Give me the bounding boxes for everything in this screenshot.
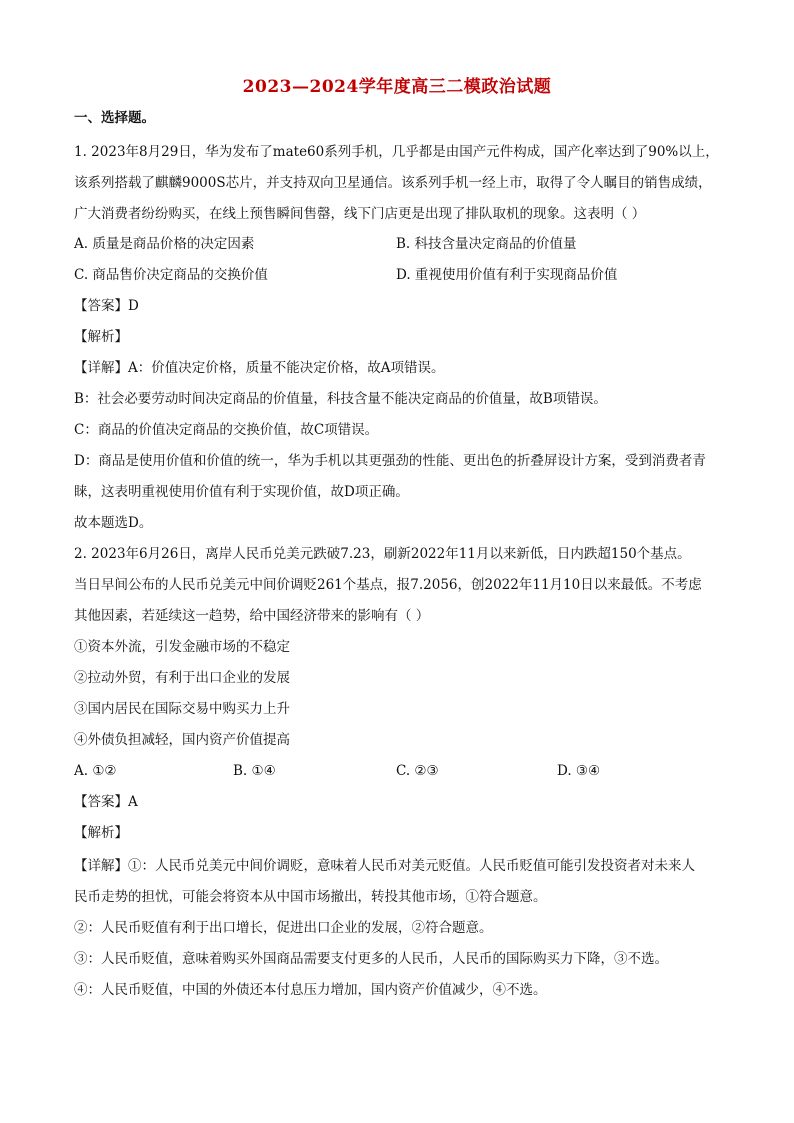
- q2-option-a: A. ①②: [74, 763, 117, 779]
- q2-item-3: ③国内居民在国际交易中购买力上升: [74, 701, 290, 717]
- q2-option-c: C. ②③: [396, 763, 439, 779]
- q2-analysis-line-1: 【详解】①：人民币兑美元中间价调贬，意味着人民币对美元贬值。人民币贬值可能引发投资者对未来人: [74, 858, 695, 874]
- q1-analysis-line-6: 故本题选D。: [74, 515, 153, 531]
- q1-analysis-label: 【解析】: [74, 329, 128, 345]
- q2-analysis-line-4: ③：人民币贬值，意味着购买外国商品需要支付更多的人民币，人民币的国际购买力下降，③不选。: [74, 951, 668, 967]
- q1-answer: 【答案】D: [74, 298, 139, 314]
- q1-stem-line-2: 该系列搭载了麒麟9000S芯片，并支持双向卫星通信。该系列手机一经上市，取得了令人瞩目的销售成绩，: [74, 175, 712, 191]
- q2-analysis-line-2: 民币走势的担忧，可能会将资本从中国市场撤出，转投其他市场，①符合题意。: [74, 889, 547, 905]
- page-title: 2023—2024学年度高三二模政治试题: [242, 77, 552, 97]
- q1-stem-line-3: 广大消费者纷纷购买，在线上预售瞬间售罄，线下门店更是出现了排队取机的现象。这表明（ ）: [74, 206, 646, 222]
- q2-item-2: ②拉动外贸，有利于出口企业的发展: [74, 670, 290, 686]
- q2-analysis-line-3: ②：人民币贬值有利于出口增长，促进出口企业的发展，②符合题意。: [74, 920, 493, 936]
- q1-option-a: A. 质量是商品价格的决定因素: [74, 236, 255, 252]
- q2-option-b: B. ①④: [233, 763, 276, 779]
- q1-analysis-line-2: B：社会必要劳动时间决定商品的价值量，科技含量不能决定商品的价值量，故B项错误。: [74, 391, 607, 407]
- q2-stem-line-3: 其他因素，若延续这一趋势，给中国经济带来的影响有（ ）: [74, 608, 430, 624]
- q1-analysis-line-5: 睐，这表明重视使用价值有利于实现价值，故D项正确。: [74, 484, 409, 500]
- q1-stem-line-1: 1. 2023年8月29日，华为发布了mate60系列手机，几乎都是由国产元件构成，国产化率达到了90%以上，: [74, 144, 719, 160]
- q1-analysis-line-1: 【详解】A：价值决定价格，质量不能决定价格，故A项错误。: [74, 360, 445, 376]
- q1-option-d: D. 重视使用价值有利于实现商品价值: [396, 267, 618, 283]
- q1-option-b: B. 科技含量决定商品的价值量: [396, 236, 577, 252]
- q1-analysis-line-4: D：商品是使用价值和价值的统一，华为手机以其更强劲的性能、更出色的折叠屏设计方案，受到消费者青: [74, 453, 706, 469]
- q2-analysis-line-5: ④：人民币贬值，中国的外债还本付息压力增加，国内资产价值减少，④不选。: [74, 982, 547, 998]
- section-heading: 一、选择题。: [74, 110, 155, 126]
- q2-item-1: ①资本外流，引发金融市场的不稳定: [74, 639, 290, 655]
- q1-analysis-line-3: C：商品的价值决定商品的交换价值，故C项错误。: [74, 422, 379, 438]
- q2-stem-line-2: 当日早间公布的人民币兑美元中间价调贬261个基点，报7.2056，创2022年11月10日以来最低。不考虑: [74, 577, 702, 593]
- q1-option-c: C. 商品售价决定商品的交换价值: [74, 267, 268, 283]
- q2-analysis-label: 【解析】: [74, 825, 128, 841]
- q2-stem-line-1: 2. 2023年6月26日，离岸人民币兑美元跌破7.23，刷新2022年11月以来新低，日内跌超150个基点。: [74, 546, 691, 562]
- q2-answer: 【答案】A: [74, 794, 138, 810]
- q2-item-4: ④外债负担减轻，国内资产价值提高: [74, 732, 290, 748]
- q2-option-d: D. ③④: [557, 763, 601, 779]
